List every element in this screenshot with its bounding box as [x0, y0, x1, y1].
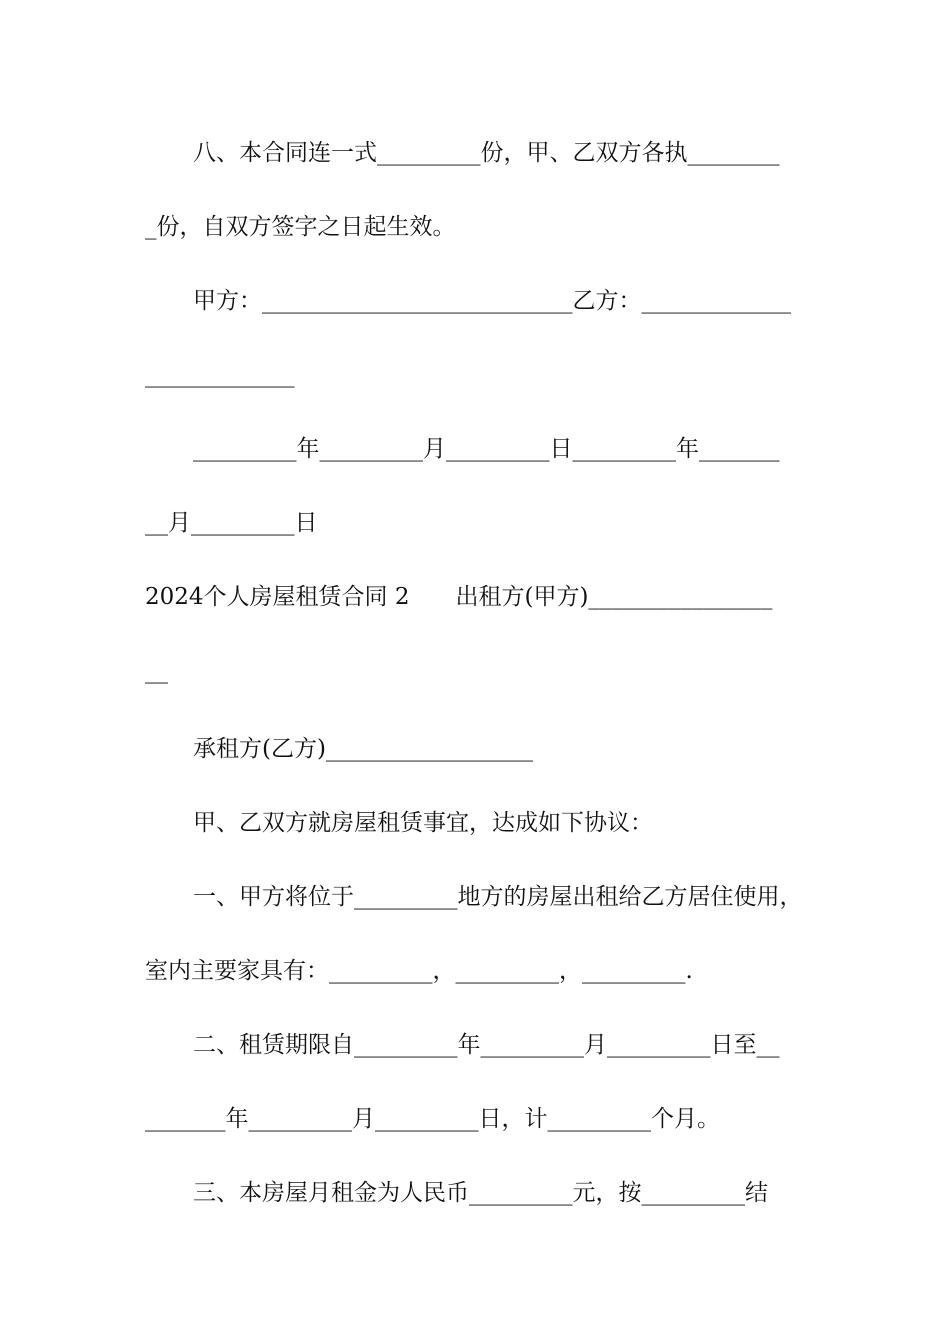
clause-1-line-1: 一、甲方将位于_________地方的房屋出租给乙方居住使用， — [193, 884, 803, 910]
contract-2-title-lessor-line: 2024个人房屋租赁合同 2 出租方(甲方)________________ — [145, 584, 773, 610]
signature-parties-line: 甲方：___________________________乙方：_____________ — [193, 288, 791, 314]
lessee-line: 承租方(乙方)__________________ — [193, 736, 533, 762]
signature-parties-line-cont: _____________ — [145, 362, 295, 388]
clause-8-line-1: 八、本合同连一式_________份，甲、乙双方各执________ — [193, 140, 780, 166]
clause-2-line-2: _______年_________月_________日，计_________个月。 — [145, 1106, 720, 1132]
signature-date-line: _________年_________月_________日_________年_______ — [193, 436, 780, 462]
clause-2-line-1: 二、租赁期限自_________年_________月_________日至__ — [193, 1032, 780, 1058]
lessor-line-cont: __ — [145, 658, 168, 684]
agreement-intro: 甲、乙双方就房屋租赁事宜，达成如下协议： — [193, 810, 653, 836]
signature-date-line-cont: __月_________日 — [145, 510, 318, 536]
clause-1-line-2: 室内主要家具有：_________，_________，_________. — [145, 958, 693, 984]
clause-3-line-1: 三、本房屋月租金为人民币_________元，按_________结 — [193, 1180, 768, 1206]
clause-8-line-2: _份，自双方签字之日起生效。 — [145, 214, 456, 240]
